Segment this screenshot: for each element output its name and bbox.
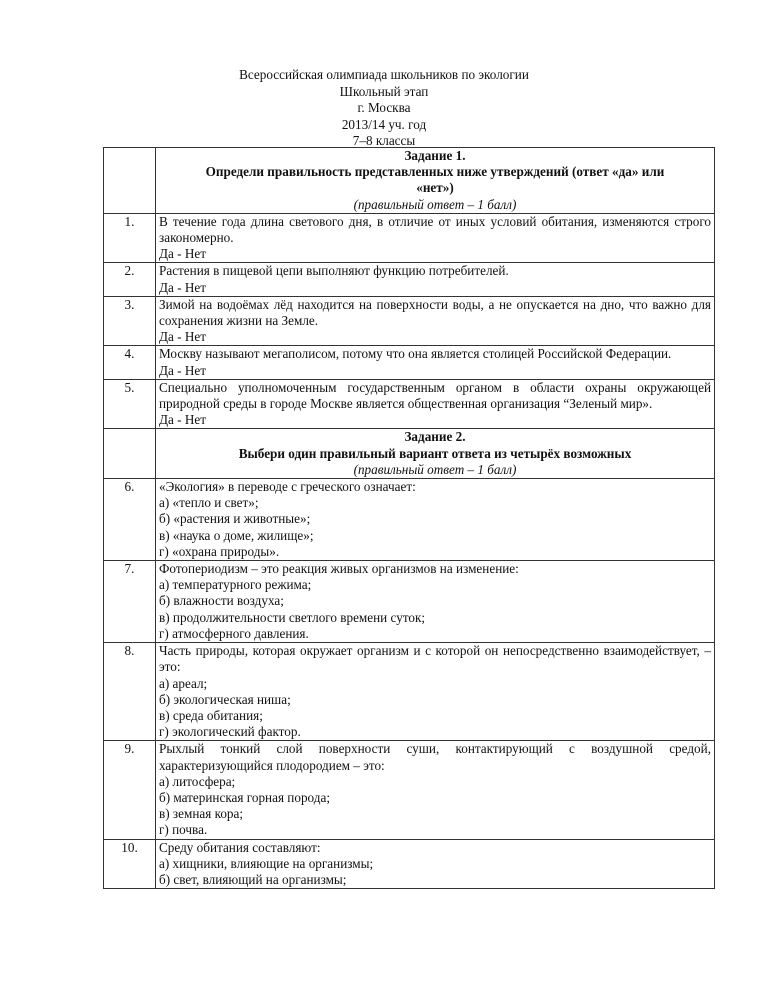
answer-option: г) экологический фактор. <box>159 724 301 740</box>
question-text: Зимой на водоёмах лёд находится на поверхности воды, а не опускается на дно, что важно для сохранения жизни на Земле. <box>159 296 711 329</box>
answer-option: в) земная кора; <box>159 806 244 822</box>
answer-option: а) «тепло и свет»; <box>159 495 259 511</box>
tasks-table <box>103 147 715 889</box>
answer-option: в) «наука о доме, жилище»; <box>159 527 314 543</box>
question-number: 4. <box>104 346 156 379</box>
grade-label: 7–8 классы <box>352 133 416 149</box>
answer-choice: Да - Нет <box>159 412 206 428</box>
olympiad-title: Всероссийская олимпиада школьников по экологии <box>239 67 529 82</box>
document-header <box>0 67 768 150</box>
table-row <box>104 213 715 263</box>
table-row <box>104 839 715 889</box>
answer-option: в) продолжительности светлого времени суток; <box>159 609 426 625</box>
question-text: «Экология» в переводе с греческого означает: <box>159 479 416 495</box>
answer-option: а) хищники, влияющие на организмы; <box>159 855 374 871</box>
answer-choice: Да - Нет <box>159 329 206 345</box>
answer-option: б) экологическая ниша; <box>159 691 291 707</box>
question-number: 7. <box>104 561 156 643</box>
question-text: Часть природы, которая окружает организм и с которой он непосредственно взаимодействует, – это: <box>159 643 711 675</box>
table-row <box>104 263 715 296</box>
table-row <box>104 741 715 839</box>
table-row <box>104 379 715 429</box>
question-number: 2. <box>104 263 156 296</box>
answer-option: в) среда обитания; <box>159 707 263 723</box>
question-number: 5. <box>104 379 156 429</box>
answer-option: а) литосфера; <box>159 773 236 789</box>
answer-option: б) материнская горная порода; <box>159 789 330 805</box>
section-instruction: «нет») <box>416 180 454 196</box>
section-title: Задание 2. <box>404 429 466 445</box>
answer-option: а) ареал; <box>159 675 208 691</box>
question-number: 8. <box>104 643 156 741</box>
answer-option: б) свет, влияющий на организмы; <box>159 871 347 887</box>
school-year-label: 2013/14 уч. год <box>341 116 427 132</box>
table-row <box>104 643 715 741</box>
table-row <box>104 561 715 643</box>
question-text: Фотопериодизм – это реакция живых организмов на изменение: <box>159 561 519 577</box>
answer-option: а) температурного режима; <box>159 577 312 593</box>
question-text: Рыхлый тонкий слой поверхности суши, контактирующий с воздушной средой, характеризующийся плодородием – это: <box>159 741 711 773</box>
question-text: Москву называют мегаполисом, потому что она является столицей Российской Федерации. <box>159 346 672 362</box>
table-row <box>104 479 715 561</box>
question-text: Среду обитания составляют: <box>159 839 321 855</box>
section-title: Задание 1. <box>404 148 466 163</box>
answer-choice: Да - Нет <box>159 362 206 378</box>
answer-choice: Да - Нет <box>159 279 206 295</box>
table-row <box>104 346 715 379</box>
question-text: Растения в пищевой цепи выполняют функцию потребителей. <box>159 263 509 279</box>
section-header-row <box>104 429 715 479</box>
answer-option: б) влажности воздуха; <box>159 593 284 609</box>
question-number: 9. <box>104 741 156 839</box>
answer-choice: Да - Нет <box>159 246 206 262</box>
section-instruction: Определи правильность представленных ниже утверждений (ответ «да» или <box>205 164 665 180</box>
question-text: Специально уполномоченным государственным органом в области охраны окружающей природной среды в городе Москве является общественная организация “Зеленый мир». <box>159 379 711 412</box>
section-note: (правильный ответ – 1 балл) <box>353 196 517 212</box>
question-number: 3. <box>104 296 156 346</box>
section-note: (правильный ответ – 1 балл) <box>353 461 517 477</box>
answer-option: б) «растения и животные»; <box>159 511 311 527</box>
section-instruction: Выбери один правильный вариант ответа из четырёх возможных <box>238 445 632 461</box>
answer-option: г) почва. <box>159 822 208 838</box>
question-text: В течение года длина светового дня, в отличие от иных условий обитания, изменяются строго закономерно. <box>159 213 711 246</box>
stage-label: Школьный этап <box>339 83 429 99</box>
question-number: 6. <box>104 479 156 561</box>
city-label: г. Москва <box>357 100 411 116</box>
table-row <box>104 296 715 346</box>
answer-option: г) «охрана природы». <box>159 543 280 559</box>
question-number: 1. <box>104 213 156 263</box>
question-number: 10. <box>104 839 156 889</box>
section-header-row <box>104 148 715 214</box>
answer-option: г) атмосферного давления. <box>159 625 309 641</box>
